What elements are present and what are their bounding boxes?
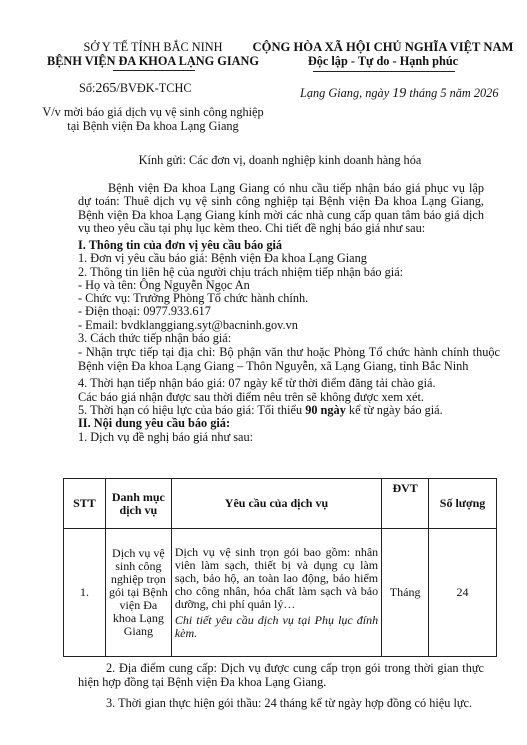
contact-name: - Họ và tên: Ông Nguyễn Ngọc An [78, 277, 250, 292]
row-category: Dịch vụ vệ sinh công nghiệp trọn gói tại Bệnh viện Đa khoa Lạng Giang [105, 529, 171, 657]
date-day: 19 [392, 86, 407, 101]
requirement-note: Chi tiết yêu cầu dịch vụ tại Phụ lục đính kèm. [174, 612, 379, 640]
doc-no-prefix: Số: [79, 81, 96, 95]
section-2-item-1: 1. Dịch vụ đề nghị báo giá như sau: [78, 429, 254, 444]
date-month-year: tháng 5 năm 2026 [409, 86, 499, 100]
greeting: Kính gửi: Các đơn vị, doanh nghiệp kinh doanh hàng hóa [138, 153, 422, 167]
republic-title: CỘNG HÒA XÃ HỘI CHỦ NGHĨA VIỆT NAM [252, 40, 514, 54]
section-1-item-3: 3. Cách thức tiếp nhận báo giá: [78, 331, 232, 346]
section-1-item-2: 2. Thông tin liên hệ của người chịu trách nhiệm tiếp nhận báo giá: [78, 264, 404, 279]
section-1-item-4-line-2: Các báo giá nhận được sau thời điểm nêu trên sẽ không được xem xét. [78, 389, 424, 404]
row-requirement [171, 529, 381, 657]
contact-email: - Email: bvdklanggiang.syt@bacninh.gov.vn [78, 317, 298, 332]
subject-line-1: V/v mời báo giá dịch vụ vệ sinh công nghiệp [42, 105, 264, 119]
hospital-name: BỆNH VIỆN ĐA KHOA LẠNG GIANG [47, 54, 259, 68]
header-quantity: Số lượng [429, 479, 497, 529]
section-2-item-2: 2. Địa điểm cung cấp: Dịch vụ được cung cấp trọn gói trong thời gian thực hiện hợp đồng tại Bệnh viện Đa khoa Lạng Giang. [78, 661, 484, 689]
doc-no-value: 265 [95, 81, 117, 96]
section-2-item-3: 3. Thời gian thực hiện gói thầu: 24 tháng kể từ ngày hợp đồng có hiệu lực. [106, 696, 473, 710]
section-1-item-1: 1. Đơn vị yêu cầu báo giá: Bệnh viện Đa khoa Lạng Giang [78, 251, 367, 266]
contact-position: - Chức vụ: Trưởng Phòng Tổ chức hành chính. [78, 291, 309, 306]
service-table [63, 478, 497, 657]
table-row [64, 529, 497, 657]
header-unit: ĐVT [382, 479, 429, 529]
doc-no-suffix: /BVĐK-TCHC [116, 81, 192, 95]
requirement-text: Dịch vụ vệ sinh trọn gói bao gồm: nhân viên làm sạch, thiết bị và dụng cụ làm sạch, bảo hộ, an toàn lao động, bảo hiểm cho công nhân, hóa chất làm sạch và bảo dưỡng, chi phí quản lý… [174, 544, 379, 611]
section-2-title: II. Nội dung yêu cầu báo giá: [78, 416, 231, 431]
receive-method: - Nhận trực tiếp tại địa chỉ: Bộ phận văn thư hoặc Phòng Tổ chức hành chính thuộc Bệnh viện Đa khoa Lạng Giang – Thôn Nguyễn, xã Lạng Giang, tỉnh Bắc Ninh [78, 345, 500, 374]
validity-prefix: 5. Thời hạn có hiệu lực của báo giá: Tối thiểu [78, 402, 303, 417]
header-left-rule [113, 70, 195, 71]
table-header-row [64, 479, 497, 529]
header-right-rule [313, 71, 455, 72]
national-motto: Độc lập - Tự do - Hạnh phúc [307, 54, 459, 68]
intro-paragraph: Bệnh viện Đa khoa Lạng Giang có nhu cầu tiếp nhận báo giá phục vụ lập dự toán: Thuê dịch vụ vệ sinh công nghiệp tại Bệnh viện Đa khoa Lạng Giang, Bệnh viện Đa khoa Lạng Giang kính mời các nhà cung cấp quan tâm báo giá dịch vụ theo yêu cầu tại phụ lục kèm theo. Chi tiết đề nghị báo giá như sau: [78, 181, 484, 235]
header-requirement: Yêu cầu của dịch vụ [171, 479, 381, 529]
section-1-item-5 [78, 404, 484, 417]
row-unit: Tháng [382, 529, 429, 657]
section-1-title: I. Thông tin của đơn vị yêu cầu báo giá [78, 238, 283, 252]
validity-days: 90 ngày [305, 402, 346, 417]
issue-date [300, 86, 498, 102]
date-prefix: Lạng Giang, ngày [300, 86, 390, 100]
row-quantity: 24 [429, 529, 497, 657]
section-1 [78, 238, 500, 444]
contact-phone: - Điện thoại: 0977.933.617 [78, 304, 211, 319]
header-stt: STT [64, 479, 106, 529]
header-category: Danh mục dịch vụ [105, 479, 171, 529]
section-1-item-4-line-1: 4. Thời hạn tiếp nhận báo giá: 07 ngày kể từ thời điểm đăng tải chào giá. [78, 376, 436, 391]
subject-line-2: tại Bệnh viện Đa khoa Lạng Giang [67, 119, 239, 133]
validity-suffix: kể từ ngày báo giá. [348, 402, 443, 417]
document-number [79, 81, 192, 97]
agency-name: SỞ Y TẾ TỈNH BẮC NINH [83, 40, 223, 54]
row-stt: 1. [64, 529, 106, 657]
